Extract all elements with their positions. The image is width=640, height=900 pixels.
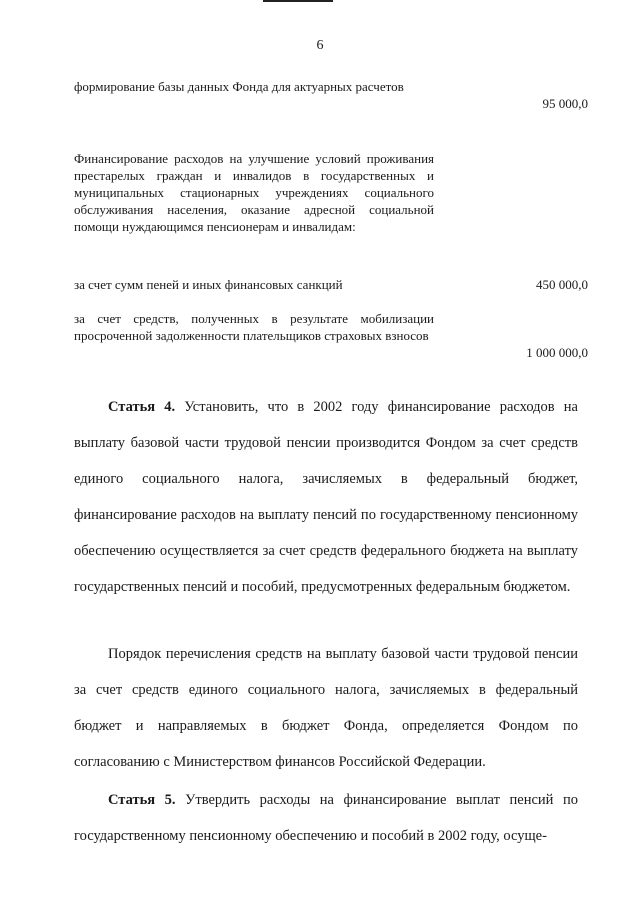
article-5-label: Статья 5.	[108, 792, 176, 808]
amount-overdue-debt-mobilization: 1 000 000,0	[526, 345, 588, 360]
article-4-text: Установить, что в 2002 году финансирование расходов на выплату базовой части трудовой пенсии производится Фондом за счет средств единого социального налога, зачисляемых в федеральный бюджет, финансирование расходов на выплату пенсий по государственному пенсионному обеспечению осуществляется за счет средств федерального бюджета на выплату государственных пенсий и пособий, предусмотренных федеральным бюджетом.	[74, 399, 578, 595]
article-5-paragraph	[74, 782, 578, 854]
page-number: 6	[316, 38, 324, 53]
article-4-paragraph	[74, 389, 578, 605]
item-living-conditions-financing: Финансирование расходов на улучшение условий проживания престарелых граждан и инвалидов в государственных и муниципальных стационарных учреждениях социального обслуживания населения, оказание адресной социальной помощи нуждающимся пенсионерам и инвалидам:	[74, 151, 434, 234]
item-actuarial-database: формирование базы данных Фонда для актуарных расчетов	[74, 79, 404, 94]
top-rule	[263, 0, 333, 2]
item-penalties-sanctions: за счет сумм пеней и иных финансовых санкций	[74, 277, 343, 292]
article-5-text: Утвердить расходы на финансирование выплат пенсий по государственному пенсионному обеспечению и пособий в 2002 году, осуще-	[74, 792, 579, 844]
amount-actuarial-database: 95 000,0	[542, 96, 588, 111]
procedure-paragraph: Порядок перечисления средств на выплату базовой части трудовой пенсии за счет средств единого социального налога, зачисляемых в федеральный бюджет и направляемых в бюджет Фонда, определяется Фондом по согласованию с Министерством финансов Российской Федерации.	[74, 646, 578, 770]
amount-penalties-sanctions: 450 000,0	[536, 277, 588, 292]
item-overdue-debt-mobilization: за счет средств, полученных в результате мобилизации просроченной задолженности плательщиков страховых взносов	[74, 311, 434, 343]
article-4-label: Статья 4.	[108, 399, 176, 415]
